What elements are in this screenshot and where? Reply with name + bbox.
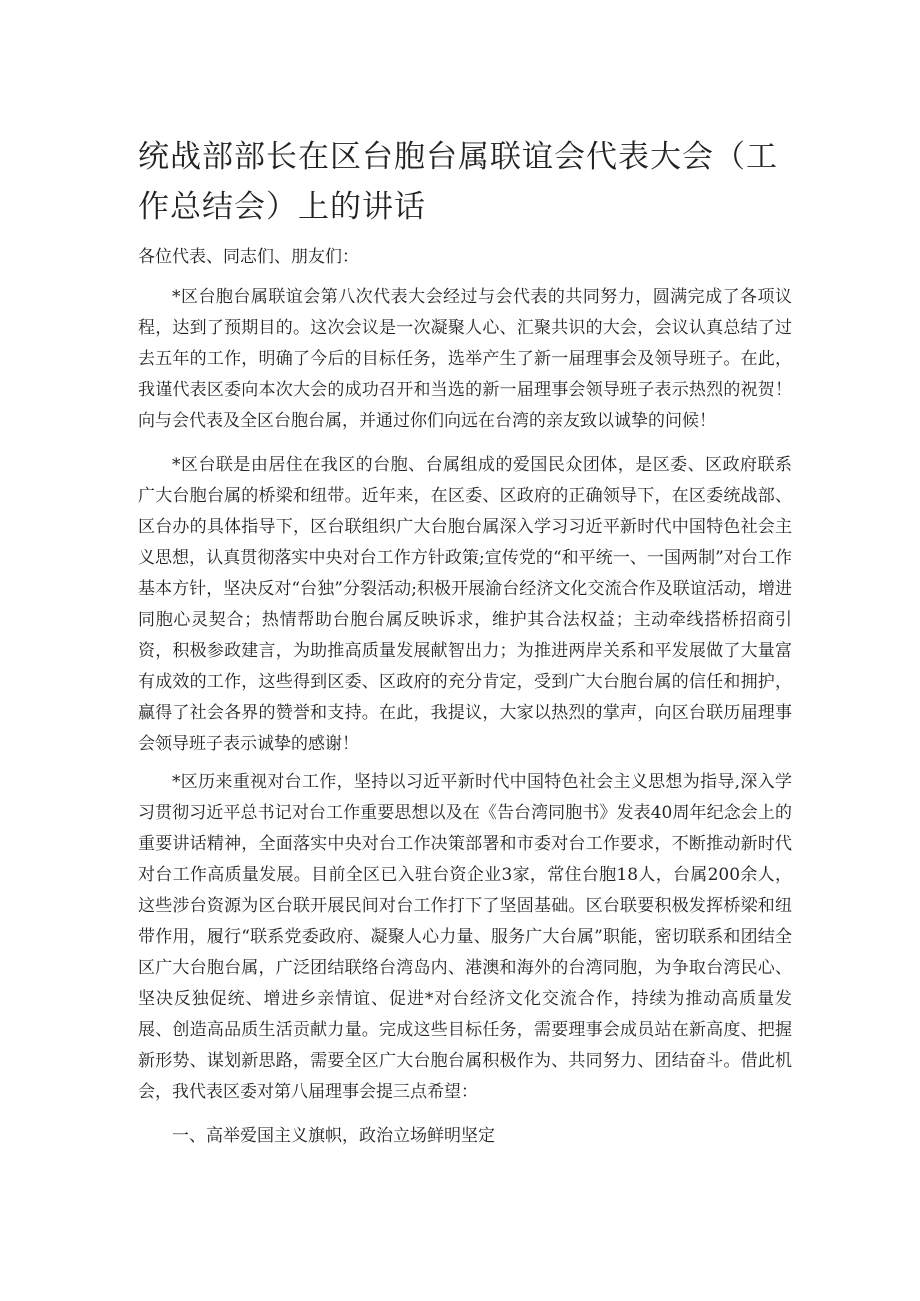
document-title: 统战部部长在区台胞台属联谊会代表大会（工作总结会）上的讲话 <box>138 139 778 225</box>
body-paragraph-3: *区历来重视对台工作，坚持以习近平新时代中国特色社会主义思想为指导,深入学习贯彻习近平总书记对台工作重要思想以及在《告台湾同胞书》发表40周年纪念会上的重要讲话精神，全面落实中央对台工作决策部署和市委对台工作要求，不断推动新时代对台工作高质量发展。目前全区已入驻台资企业3家，常住台胞18人，台属200余人，这些涉台资源为区台联开展民间对台工作打下了坚固基础。区台联要积极发挥桥梁和纽带作用，履行“联系党委政府、凝聚人心力量、服务广大台属”职能，密切联系和团结全区广大台胞台属，广泛团结联络台湾岛内、港澳和海外的台湾同胞，为争取台湾民心、坚决反独促统、增进乡亲情谊、促进*对台经济文化交流合作，持续为推动高质量发展、创造高品质生活贡献力量。完成这些目标任务，需要理事会成员站在新高度、把握新形势、谋划新思路，需要全区广大台胞台属积极作为、共同努力、团结奋斗。借此机会，我代表区委对第八届理事会提三点希望： <box>138 772 792 1102</box>
body-paragraph-2: *区台联是由居住在我区的台胞、台属组成的爱国民众团体，是区委、区政府联系广大台胞台属的桥梁和纽带。近年来，在区委、区政府的正确领导下，在区委统战部、区台办的具体指导下，区台联组织广大台胞台属深入学习习近平新时代中国特色社会主义思想，认真贯彻落实中央对台工作方针政策;宣传党的“和平统一、一国两制”对台工作基本方针，坚决反对“台独”分裂活动;积极开展渝台经济文化交流合作及联谊活动，增进同胞心灵契合；热情帮助台胞台属反映诉求，维护其合法权益；主动牵线搭桥招商引资，积极参政建言，为助推高质量发展献智出力；为推进两岸关系和平发展做了大量富有成效的工作，这些得到区委、区政府的充分肯定，受到广大台胞台属的信任和拥护，赢得了社会各界的赞誉和支持。在此，我提议，大家以热烈的掌声，向区台联历届理事会领导班子表示诚挚的感谢！ <box>138 455 792 754</box>
body-paragraph-1: *区台胞台属联谊会第八次代表大会经过与会代表的共同努力，圆满完成了各项议程，达到了预期目的。这次会议是一次凝聚人心、汇聚共识的大会，会议认真总结了过去五年的工作，明确了今后的目标任务，选举产生了新一届理事会及领导班子。在此，我谨代表区委向本次大会的成功召开和当选的新一届理事会领导班子表示热烈的祝贺！向与会代表及全区台胞台属，并通过你们向远在台湾的亲友致以诚挚的问候！ <box>138 287 792 431</box>
section-heading: 一、高举爱国主义旗帜，政治立场鲜明坚定 <box>172 1126 495 1146</box>
salutation: 各位代表、同志们、朋友们： <box>138 247 359 267</box>
